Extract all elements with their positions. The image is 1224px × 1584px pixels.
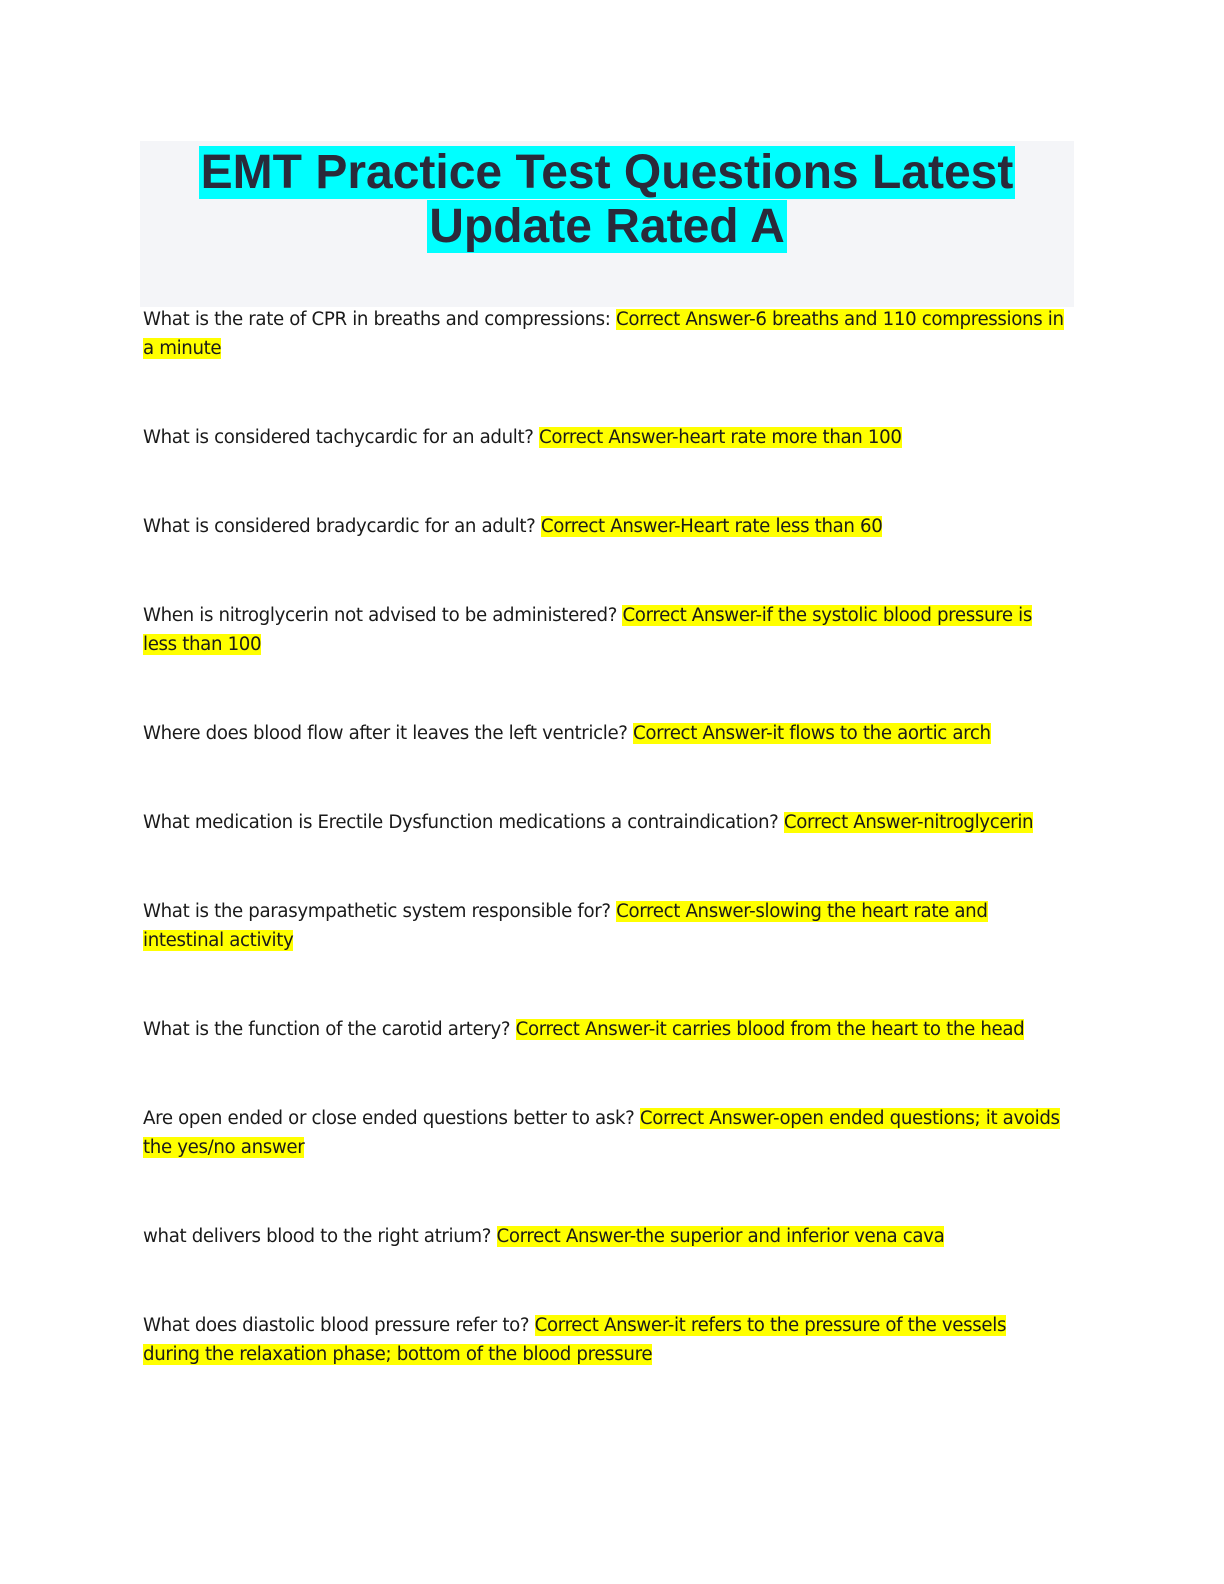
answer-text: Correct Answer-it refers to the pressure of the vessels <box>534 1315 1007 1336</box>
question-text: What does diastolic blood pressure refer to? <box>143 1315 535 1336</box>
question-text: What is the parasympathetic system responsible for? <box>143 901 617 922</box>
question-text: When is nitroglycerin not advised to be administered? <box>143 605 623 626</box>
title-line-2 <box>140 200 1074 254</box>
question-text: What medication is Erectile Dysfunction medications a contraindication? <box>143 812 784 833</box>
qa-item <box>143 808 1033 837</box>
qa-item <box>143 1311 1006 1369</box>
question-text: Are open ended or close ended questions better to ask? <box>143 1108 640 1129</box>
answer-text: Correct Answer-if the systolic blood pressure is <box>622 605 1032 626</box>
question-text: What is considered bradycardic for an adult? <box>143 516 541 537</box>
answer-text: Correct Answer-the superior and inferior vena cava <box>496 1226 945 1247</box>
answer-text-continued: the yes/no answer <box>143 1137 305 1158</box>
answer-text-continued: a minute <box>143 338 222 359</box>
question-text: what delivers blood to the right atrium? <box>143 1226 497 1247</box>
qa-item <box>143 601 1032 659</box>
qa-item <box>143 1222 944 1251</box>
qa-item <box>143 512 882 541</box>
answer-text-continued: intestinal activity <box>143 930 294 951</box>
question-text: What is considered tachycardic for an adult? <box>143 427 539 448</box>
question-text: Where does blood flow after it leaves the left ventricle? <box>143 723 634 744</box>
answer-text: Correct Answer-it carries blood from the heart to the head <box>515 1019 1025 1040</box>
answer-text: Correct Answer-slowing the heart rate and <box>616 901 988 922</box>
answer-text: Correct Answer-heart rate more than 100 <box>538 427 902 448</box>
document-title-line-1: EMT Practice Test Questions Latest <box>200 146 1014 199</box>
qa-item <box>143 1104 1060 1162</box>
qa-item <box>143 1015 1024 1044</box>
title-line-1 <box>140 146 1074 200</box>
question-text: What is the rate of CPR in breaths and compressions: <box>143 309 617 330</box>
title-block <box>140 141 1074 307</box>
answer-text-continued: during the relaxation phase; bottom of the blood pressure <box>143 1344 653 1365</box>
answer-text: Correct Answer-Heart rate less than 60 <box>540 516 883 537</box>
qa-item <box>143 423 902 452</box>
question-text: What is the function of the carotid artery? <box>143 1019 516 1040</box>
qa-item <box>143 897 988 955</box>
qa-item <box>143 305 1064 363</box>
answer-text: Correct Answer-6 breaths and 110 compressions in <box>616 309 1064 330</box>
document-title-line-2: Update Rated A <box>429 200 785 253</box>
answer-text: Correct Answer-open ended questions; it avoids <box>639 1108 1060 1129</box>
answer-text-continued: less than 100 <box>143 634 262 655</box>
answer-text: Correct Answer-nitroglycerin <box>783 812 1034 833</box>
answer-text: Correct Answer-it flows to the aortic arch <box>633 723 991 744</box>
qa-item <box>143 719 991 748</box>
